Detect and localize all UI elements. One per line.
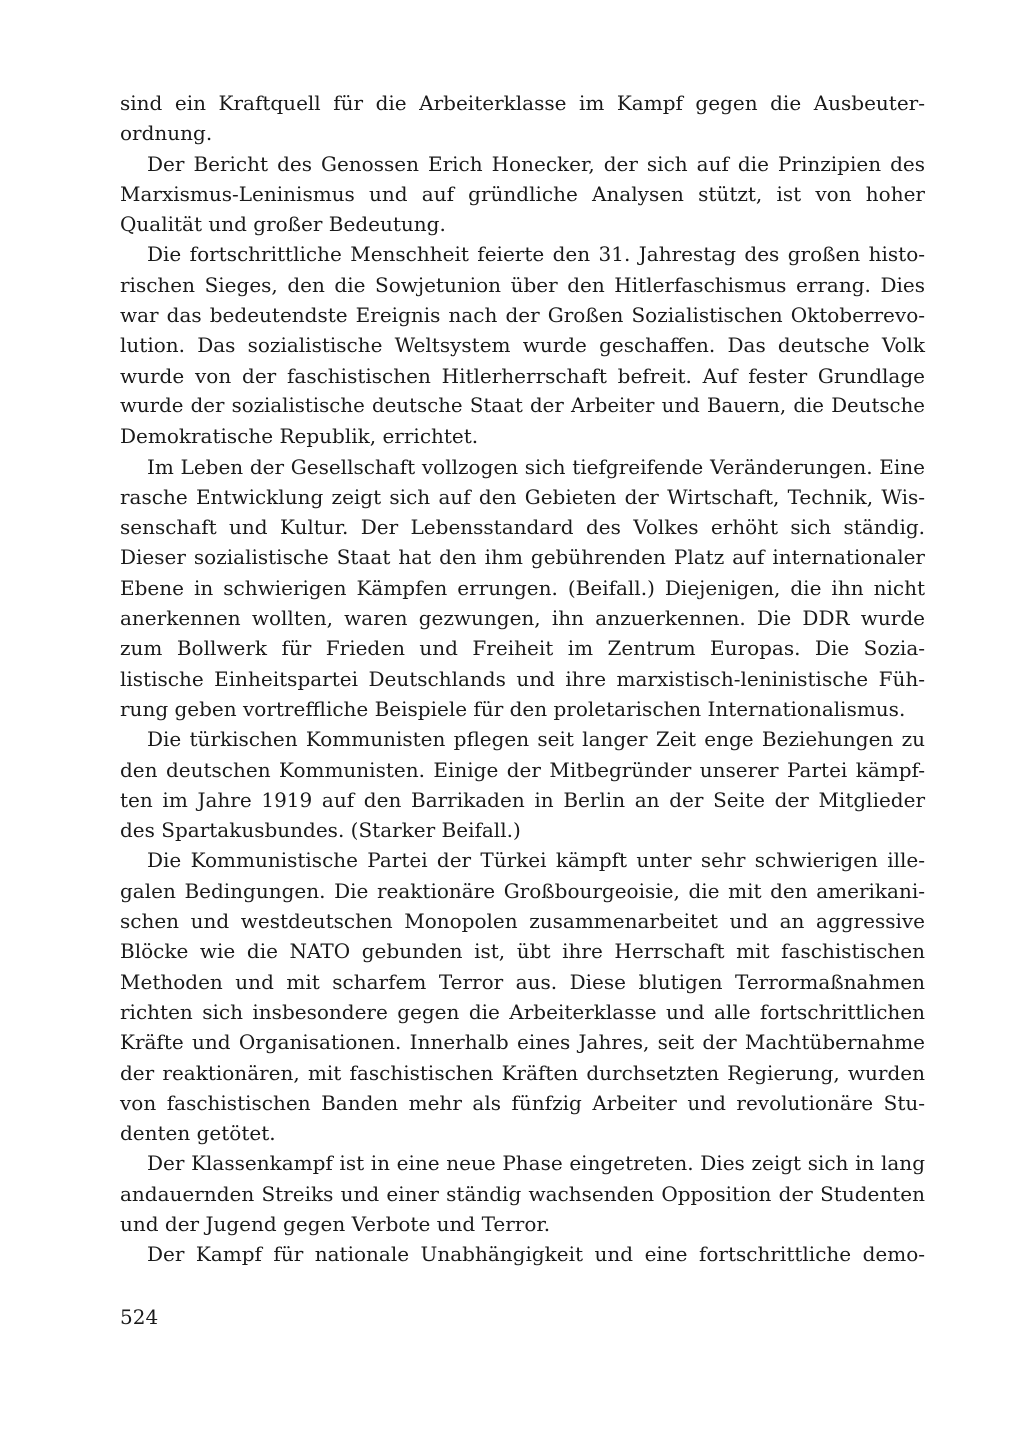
text-line: Der Kampf für nationale Unabhängigkeit und eine fortschrittliche demo- [147,1242,925,1267]
text-line: anerkennen wollten, waren gezwungen, ihn anzuerkennen. Die DDR wurde [120,606,925,631]
text-line: Dieser sozialistische Staat hat den ihm gebührenden Platz auf internationaler [120,545,925,570]
text-line: Kräfte und Organisationen. Innerhalb eines Jahres, seit der Machtübernahme [120,1030,925,1055]
text-line: Der Bericht des Genossen Erich Honecker, der sich auf die Prinzipien des [147,151,925,176]
text-line: war das bedeutendste Ereignis nach der Großen Sozialistischen Oktoberrevo- [120,303,925,328]
paragraph-1 [120,88,925,149]
paragraph-8 [120,1239,925,1269]
text-line: listische Einheitspartei Deutschlands und ihre marxistisch-leninistische Füh- [120,666,925,691]
text-line: andauernden Streiks und einer ständig wachsenden Opposition der Studenten [120,1181,925,1206]
text-line: ten im Jahre 1919 auf den Barrikaden in Berlin an der Seite der Mitglieder [120,787,925,812]
text-line: rischen Sieges, den die Sowjetunion über den Hitlerfaschismus errang. Dies [120,272,925,297]
text-line: Demokratische Republik, errichtet. [120,424,479,449]
paragraph-3 [120,239,925,451]
text-line: ordnung. [120,121,213,146]
text-line: schen und westdeutschen Monopolen zusammenarbeitet und an aggressive [120,909,925,934]
text-line: Marxismus-Leninismus und auf gründliche Analysen stützt, ist von hoher [120,181,925,206]
text-line: denten getötet. [120,1121,276,1146]
text-line: wurde von der faschistischen Hitlerherrschaft befreit. Auf fester Grundlage [120,363,925,388]
text-line: Qualität und großer Bedeutung. [120,212,446,237]
text-line: Die Kommunistische Partei der Türkei kämpft unter sehr schwierigen ille- [147,848,925,873]
text-line: senschaft und Kultur. Der Lebensstandard des Volkes erhöht sich ständig. [120,515,925,540]
text-line: Blöcke wie die NATO gebunden ist, übt ihre Herrschaft mit faschistischen [120,939,925,964]
text-line: sind ein Kraftquell für die Arbeiterklasse im Kampf gegen die Ausbeuter- [120,91,925,115]
paragraph-5 [120,724,925,845]
text-line: zum Bollwerk für Frieden und Freiheit im Zentrum Europas. Die Sozia- [120,636,925,661]
text-line: Im Leben der Gesellschaft vollzogen sich tiefgreifende Veränderungen. Eine [147,454,925,479]
text-line: von faschistischen Banden mehr als fünfzig Arbeiter und revolutionäre Stu- [120,1090,925,1115]
text-line: galen Bedingungen. Die reaktionäre Großbourgeoisie, die mit den amerikani- [120,878,925,903]
body-text [120,88,925,1270]
text-line: wurde der sozialistische deutsche Staat der Arbeiter und Bauern, die Deutsche [120,393,925,417]
paragraph-6 [120,845,925,1148]
text-line: rung geben vortreffliche Beispiele für den proletarischen Internationalismus. [120,696,906,721]
text-line: und der Jugend gegen Verbote und Terror. [120,1211,551,1236]
text-line: Die türkischen Kommunisten pflegen seit langer Zeit enge Beziehungen zu [147,727,925,752]
text-line: lution. Das sozialistische Weltsystem wurde geschaffen. Das deutsche Volk [120,333,925,358]
text-line: des Spartakusbundes. (Starker Beifall.) [120,818,521,843]
paragraph-4 [120,452,925,725]
text-line: Ebene in schwierigen Kämpfen errungen. (Beifall.) Diejenigen, die ihn nicht [120,575,925,600]
text-line: Methoden und mit scharfem Terror aus. Diese blutigen Terrormaßnahmen [120,969,925,994]
text-line: der reaktionären, mit faschistischen Kräften durchsetzten Regierung, wurden [120,1060,925,1085]
text-line: Die fortschrittliche Menschheit feierte den 31. Jahrestag des großen histo- [147,242,925,267]
text-line: richten sich insbesondere gegen die Arbeiterklasse und alle fortschrittlichen [120,999,925,1024]
paragraph-7 [120,1148,925,1239]
text-line: Der Klassenkampf ist in eine neue Phase eingetreten. Dies zeigt sich in lang [147,1151,925,1176]
page-number: 524 [120,1305,159,1329]
text-line: den deutschen Kommunisten. Einige der Mitbegründer unserer Partei kämpf- [120,757,925,782]
paragraph-2 [120,149,925,240]
text-line: rasche Entwicklung zeigt sich auf den Gebieten der Wirtschaft, Technik, Wis- [120,484,925,509]
